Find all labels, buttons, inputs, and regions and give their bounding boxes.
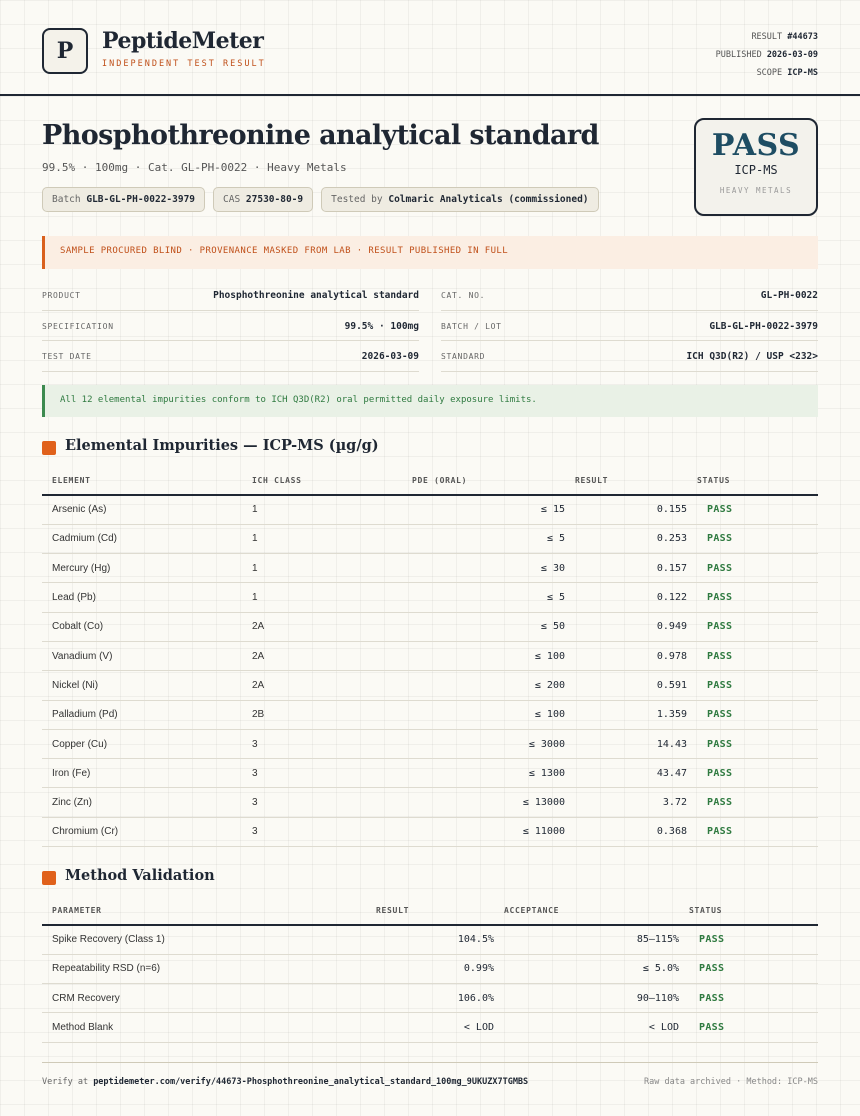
- pde-limit: ≤ 100: [402, 700, 565, 729]
- page-subtitle: 99.5% · 100mg · Cat. GL-PH-0022 · Heavy Metals: [42, 161, 347, 174]
- element-name: Iron (Fe): [42, 759, 242, 788]
- column-header: ELEMENT: [42, 466, 242, 495]
- pde-limit: ≤ 50: [402, 612, 565, 641]
- result-label: RESULT: [751, 32, 783, 42]
- element-name: Vanadium (V): [42, 641, 242, 670]
- detail-value: 99.5% · 100mg: [344, 320, 419, 332]
- verdict-category: HEAVY METALS: [719, 186, 793, 195]
- impurities-table: [42, 466, 818, 847]
- footer-divider: [42, 1062, 818, 1063]
- element-name: Lead (Pb): [42, 583, 242, 612]
- acceptance-range: ≤ 5.0%: [494, 954, 679, 983]
- element-name: Cadmium (Cd): [42, 524, 242, 553]
- ich-class: 2A: [242, 612, 402, 641]
- status-badge: PASS: [687, 671, 818, 700]
- status-badge: PASS: [687, 495, 818, 524]
- status-badge: PASS: [687, 641, 818, 670]
- pde-limit: ≤ 30: [402, 554, 565, 583]
- ich-class: 3: [242, 788, 402, 817]
- status-badge: PASS: [679, 954, 818, 983]
- ich-class: 3: [242, 729, 402, 758]
- acceptance-range: < LOD: [494, 1013, 679, 1042]
- ich-class: 1: [242, 524, 402, 553]
- pde-limit: ≤ 5: [402, 583, 565, 612]
- pde-limit: ≤ 15: [402, 495, 565, 524]
- detail-label: BATCH / LOT: [441, 321, 502, 331]
- cas-chip: [213, 187, 313, 212]
- status-badge: PASS: [687, 524, 818, 553]
- column-header: RESULT: [366, 896, 494, 925]
- pde-limit: ≤ 3000: [402, 729, 565, 758]
- table-row: [42, 524, 818, 553]
- table-row: [42, 788, 818, 817]
- column-header: PDE (ORAL): [402, 466, 565, 495]
- conformance-summary: All 12 elemental impurities conform to ICH Q3D(R2) oral permitted daily exposure limits.: [42, 385, 818, 417]
- verdict-word: PASS: [711, 128, 801, 163]
- detail-label: SPECIFICATION: [42, 321, 114, 331]
- detail-batch: [441, 311, 818, 342]
- column-header: RESULT: [565, 466, 687, 495]
- result-value: 0.591: [565, 671, 687, 700]
- table-row: [42, 671, 818, 700]
- chip-label: Batch: [52, 194, 81, 205]
- chip-row: [42, 187, 599, 212]
- ich-class: 2A: [242, 671, 402, 700]
- tested-by-chip: [321, 187, 598, 212]
- header-divider: [0, 94, 860, 96]
- table-row: [42, 554, 818, 583]
- parameter-name: Repeatability RSD (n=6): [42, 954, 366, 983]
- detail-cat-no: [441, 280, 818, 311]
- pde-limit: ≤ 11000: [402, 817, 565, 846]
- status-badge: PASS: [687, 583, 818, 612]
- result-meta: [716, 28, 818, 82]
- status-badge: PASS: [679, 984, 818, 1013]
- table-row: [42, 700, 818, 729]
- acceptance-range: 85–115%: [494, 925, 679, 954]
- table-row: [42, 954, 818, 983]
- verify-link[interactable]: peptidemeter.com/verify/44673-Phosphothreonine_analytical_standard_100mg_9UKUZX7TGMBS: [93, 1077, 529, 1087]
- column-header: ACCEPTANCE: [494, 896, 679, 925]
- detail-value: GL-PH-0022: [760, 290, 818, 301]
- pde-limit: ≤ 200: [402, 671, 565, 700]
- chip-label: CAS: [223, 194, 241, 205]
- verdict-method: ICP-MS: [734, 163, 778, 177]
- result-value: 0.978: [565, 641, 687, 670]
- detail-value: Phosphothreonine analytical standard: [213, 290, 419, 301]
- detail-value: ICH Q3D(R2) / USP <232>: [686, 351, 818, 362]
- status-badge: PASS: [687, 700, 818, 729]
- result-value: 14.43: [565, 729, 687, 758]
- result-value: 0.122: [565, 583, 687, 612]
- status-badge: PASS: [687, 788, 818, 817]
- element-name: Cobalt (Co): [42, 612, 242, 641]
- status-badge: PASS: [687, 554, 818, 583]
- published-line: [716, 46, 818, 64]
- chip-value: Colmaric Analyticals (commissioned): [388, 194, 589, 205]
- element-name: Chromium (Cr): [42, 817, 242, 846]
- pde-limit: ≤ 13000: [402, 788, 565, 817]
- scope-line: [716, 64, 818, 82]
- status-badge: PASS: [687, 817, 818, 846]
- element-name: Zinc (Zn): [42, 788, 242, 817]
- ich-class: 1: [242, 554, 402, 583]
- status-badge: PASS: [687, 612, 818, 641]
- status-badge: PASS: [687, 729, 818, 758]
- ich-class: 3: [242, 759, 402, 788]
- result-value: 0.99%: [366, 954, 494, 983]
- detail-product: [42, 280, 419, 311]
- pde-limit: ≤ 100: [402, 641, 565, 670]
- column-header: ICH CLASS: [242, 466, 402, 495]
- result-value: 0.368: [565, 817, 687, 846]
- result-value: 0.949: [565, 612, 687, 641]
- result-value: 3.72: [565, 788, 687, 817]
- scope-label: SCOPE: [756, 68, 783, 78]
- status-badge: PASS: [679, 1013, 818, 1042]
- batch-chip: [42, 187, 205, 212]
- archive-note: Raw data archived · Method: ICP-MS: [644, 1077, 818, 1087]
- column-header: PARAMETER: [42, 896, 366, 925]
- scope-value: ICP-MS: [787, 68, 818, 78]
- result-value: 0.155: [565, 495, 687, 524]
- detail-test-date: [42, 341, 419, 372]
- element-name: Copper (Cu): [42, 729, 242, 758]
- result-value: < LOD: [366, 1013, 494, 1042]
- section-title: Method Validation: [65, 867, 215, 884]
- section-title: Elemental Impurities — ICP-MS (µg/g): [65, 437, 379, 454]
- acceptance-range: 90–110%: [494, 984, 679, 1013]
- element-name: Mercury (Hg): [42, 554, 242, 583]
- status-badge: PASS: [679, 925, 818, 954]
- table-row: [42, 641, 818, 670]
- table-row: [42, 1013, 818, 1042]
- ich-class: 1: [242, 583, 402, 612]
- column-header: STATUS: [679, 896, 818, 925]
- detail-value: GLB-GL-PH-0022-3979: [709, 320, 818, 332]
- result-value: 0.253: [565, 524, 687, 553]
- table-row: [42, 583, 818, 612]
- table-row: [42, 817, 818, 846]
- published-date: 2026-03-09: [766, 50, 818, 60]
- detail-value: 2026-03-09: [361, 351, 419, 362]
- chip-value: GLB-GL-PH-0022-3979: [86, 194, 196, 205]
- details-grid: [42, 280, 818, 372]
- parameter-name: Method Blank: [42, 1013, 366, 1042]
- blind-notice: SAMPLE PROCURED BLIND · PROVENANCE MASKED FROM LAB · RESULT PUBLISHED IN FULL: [42, 236, 818, 269]
- detail-standard: [441, 341, 818, 372]
- section-marker: [42, 441, 56, 455]
- pde-limit: ≤ 1300: [402, 759, 565, 788]
- ich-class: 2A: [242, 641, 402, 670]
- table-header-row: [42, 896, 818, 925]
- ich-class: 1: [242, 495, 402, 524]
- verify-line: [42, 1077, 528, 1087]
- result-value: 104.5%: [366, 925, 494, 954]
- result-value: 1.359: [565, 700, 687, 729]
- section-marker: [42, 871, 56, 885]
- detail-specification: [42, 311, 419, 342]
- result-value: 43.47: [565, 759, 687, 788]
- chip-value: 27530-80-9: [245, 194, 304, 205]
- parameter-name: Spike Recovery (Class 1): [42, 925, 366, 954]
- header: [42, 28, 818, 78]
- table-row: [42, 612, 818, 641]
- logo[interactable]: P: [42, 28, 88, 74]
- brand-name[interactable]: PeptideMeter: [102, 28, 264, 54]
- table-row: [42, 495, 818, 524]
- table-header-row: [42, 466, 818, 495]
- detail-label: STANDARD: [441, 352, 486, 361]
- result-value: 106.0%: [366, 984, 494, 1013]
- published-label: PUBLISHED: [715, 50, 762, 60]
- table-row: [42, 925, 818, 954]
- element-name: Nickel (Ni): [42, 671, 242, 700]
- table-row: [42, 729, 818, 758]
- result-value: 0.157: [565, 554, 687, 583]
- verdict-badge: [694, 118, 818, 216]
- detail-label: TEST DATE: [42, 352, 92, 361]
- pde-limit: ≤ 5: [402, 524, 565, 553]
- element-name: Palladium (Pd): [42, 700, 242, 729]
- chip-label: Tested by: [331, 194, 383, 205]
- table-row: [42, 759, 818, 788]
- validation-table: [42, 896, 818, 1043]
- column-header: STATUS: [687, 466, 818, 495]
- parameter-name: CRM Recovery: [42, 984, 366, 1013]
- brand-tagline: INDEPENDENT TEST RESULT: [102, 59, 266, 69]
- ich-class: 3: [242, 817, 402, 846]
- status-badge: PASS: [687, 759, 818, 788]
- element-name: Arsenic (As): [42, 495, 242, 524]
- result-id-line: [716, 28, 818, 46]
- page-title: Phosphothreonine analytical standard: [42, 120, 599, 151]
- verify-prefix: Verify at: [42, 1077, 89, 1087]
- detail-label: PRODUCT: [42, 291, 81, 300]
- table-row: [42, 984, 818, 1013]
- result-id: #44673: [787, 32, 818, 42]
- detail-label: CAT. NO.: [441, 291, 486, 300]
- ich-class: 2B: [242, 700, 402, 729]
